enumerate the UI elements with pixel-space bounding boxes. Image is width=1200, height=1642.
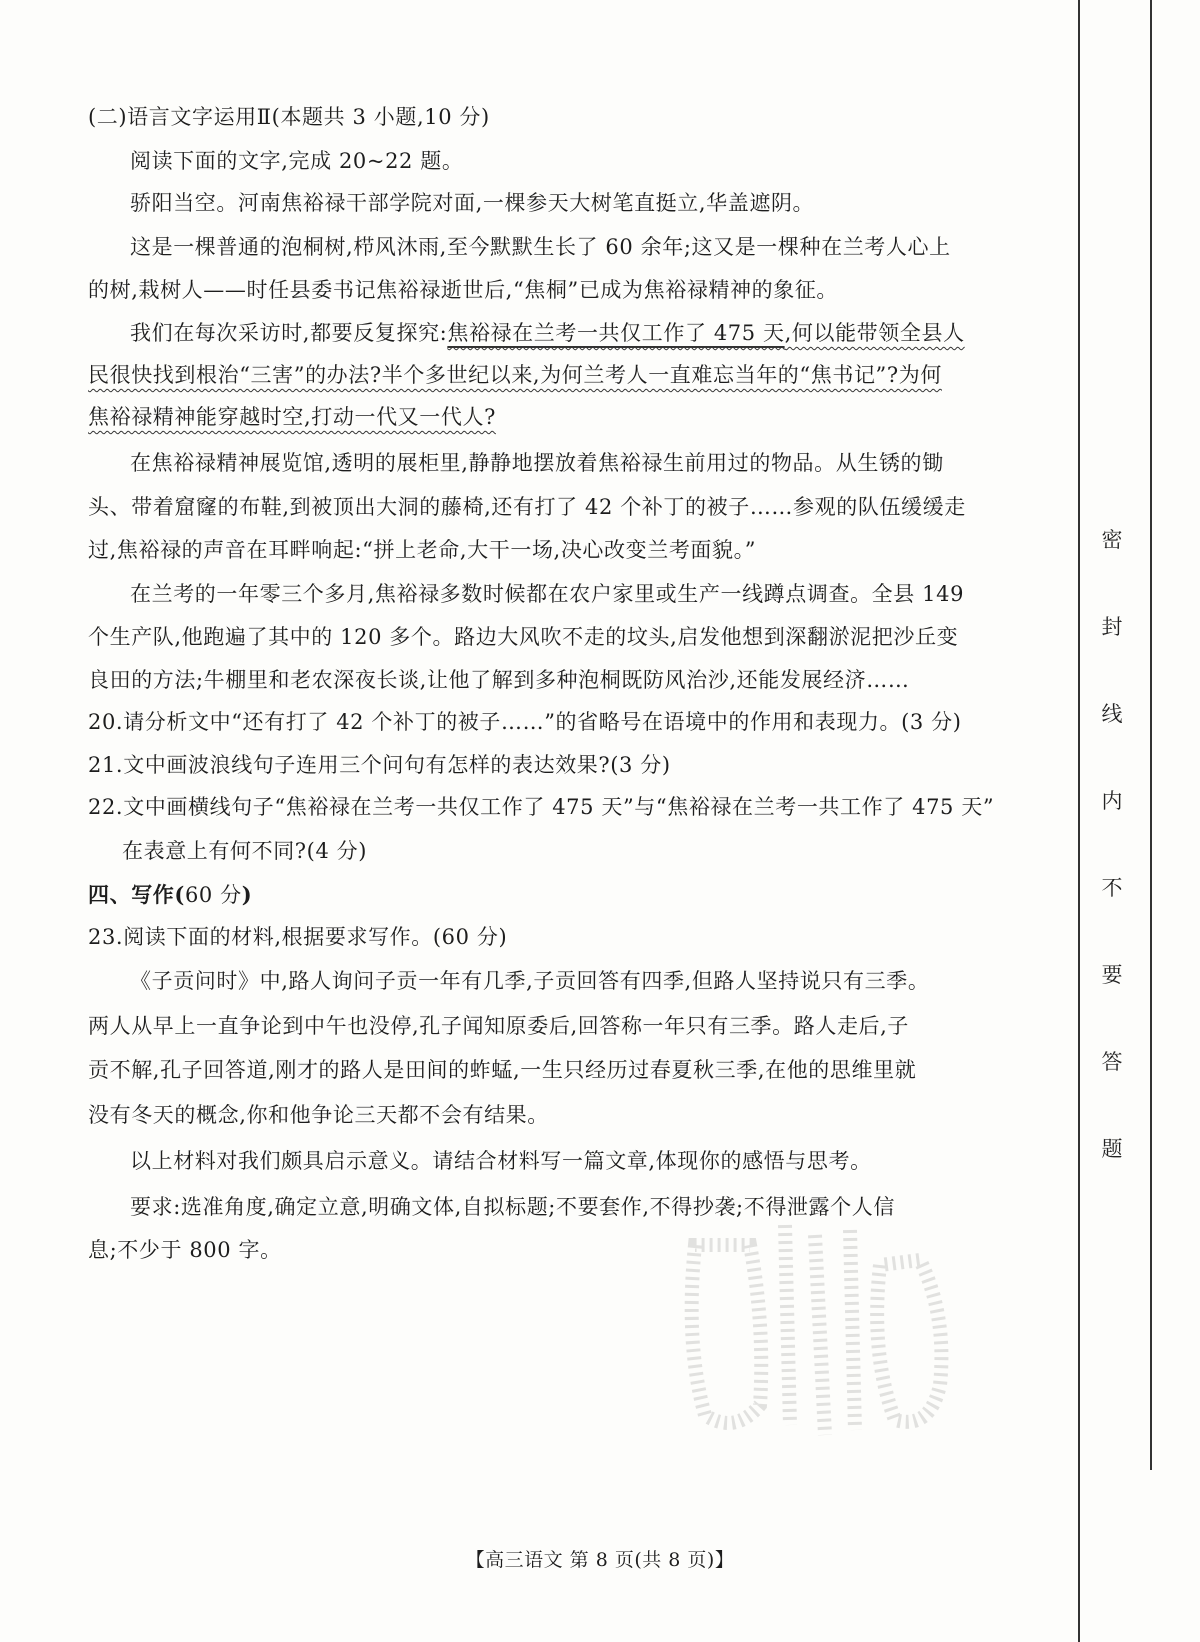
requirement-line1: 要求:选准角度,确定立意,明确文体,自拟标题;不要套作,不得抄袭;不得泄露个人信 (130, 1195, 895, 1219)
passage-p2-line2: 的树,栽树人——时任县委书记焦裕禄逝世后,“焦桐”已成为焦裕禄精神的象征。 (88, 278, 839, 302)
passage-p5-line1: 在兰考的一年零三个多月,焦裕禄多数时候都在农户家里或生产一线蹲点调查。全县 149 (130, 582, 965, 606)
seal-border-line (1150, 0, 1152, 1470)
wavy-underlined-question-3: 焦裕禄精神能穿越时空,打动一代又一代人? (88, 405, 496, 429)
faded-stamp-watermark (665, 1205, 965, 1445)
section-heading: (二)语言文字运用Ⅱ(本题共 3 小题,10 分) (88, 105, 490, 129)
seal-char-2: 封 (1101, 615, 1123, 639)
page-footer: 【高三语文 第 8 页(共 8 页)】 (465, 1549, 735, 1571)
question-22-line2: 在表意上有何不同?(4 分) (122, 839, 368, 863)
passage-p1: 骄阳当空。河南焦裕禄干部学院对面,一棵参天大树笔直挺立,华盖遮阴。 (130, 191, 815, 215)
passage-p4-line3: 过,焦裕禄的声音在耳畔响起:“拼上老命,大干一场,决心改变兰考面貌。” (88, 538, 757, 562)
wavy-underlined-question-2: 民很快找到根治“三害”的办法?半个多世纪以来,为何兰考人一直难忘当年的“焦书记”?为何 (88, 363, 942, 387)
straight-underlined-sentence: 焦裕禄在兰考一共仅工作了 475 天 (447, 321, 785, 345)
passage-p4-line1: 在焦裕禄精神展览馆,透明的展柜里,静静地摆放着焦裕禄生前用过的物品。从生锈的锄 (130, 451, 944, 475)
seal-char-1: 密 (1101, 528, 1123, 552)
question-21: 21.文中画波浪线句子连用三个问句有怎样的表达效果?(3 分) (88, 753, 671, 777)
binding-margin-line (1078, 0, 1080, 1642)
material-line4: 没有冬天的概念,你和他争论三天都不会有结果。 (88, 1103, 549, 1127)
wavy-text-tail: ,何以能带领全县人 (784, 321, 965, 345)
requirement-line2: 息;不少于 800 字。 (88, 1238, 282, 1262)
passage-p3-line1 (130, 318, 965, 348)
writing-heading-suffix: ) (241, 882, 253, 907)
seal-char-8: 题 (1101, 1137, 1123, 1161)
seal-char-3: 线 (1101, 702, 1123, 726)
material-line1: 《子贡问时》中,路人询问子贡一年有几季,子贡回答有四季,但路人坚持说只有三季。 (130, 969, 930, 993)
material-line2: 两人从早上一直争论到中午也没停,孔子闻知原委后,回答称一年只有三季。路人走后,子 (88, 1014, 910, 1038)
seal-char-7: 答 (1101, 1050, 1123, 1074)
passage-p2-line1: 这是一棵普通的泡桐树,栉风沐雨,至今默默生长了 60 余年;这又是一棵种在兰考人心上 (130, 235, 951, 259)
writing-heading-score: 60 分 (184, 883, 242, 907)
passage-p3-lead: 我们在每次采访时,都要反复探究: (130, 321, 448, 345)
writing-heading (88, 880, 252, 910)
writing-heading-prefix: 四、写作( (88, 882, 185, 907)
question-20: 20.请分析文中“还有打了 42 个补丁的被子……”的省略号在语境中的作用和表现力。(3 分) (88, 710, 962, 734)
seal-char-6: 要 (1101, 963, 1123, 987)
passage-p5-line2: 个生产队,他跑遍了其中的 120 多个。路边大风吹不走的坟头,启发他想到深翻淤泥把沙丘变 (88, 625, 959, 649)
seal-char-4: 内 (1101, 789, 1123, 813)
seal-char-5: 不 (1101, 876, 1123, 900)
instruction: 阅读下面的文字,完成 20~22 题。 (130, 149, 464, 173)
wavy-underlined-question-1 (447, 321, 964, 345)
passage-p4-line2: 头、带着窟窿的布鞋,到被顶出大洞的藤椅,还有打了 42 个补丁的被子……参观的队伍缓缓走 (88, 495, 966, 519)
question-23: 23.阅读下面的材料,根据要求写作。(60 分) (88, 925, 508, 949)
passage-p5-line3: 良田的方法;牛棚里和老农深夜长谈,让他了解到多种泡桐既防风治沙,还能发展经济…… (88, 668, 910, 692)
material-line5: 以上材料对我们颇具启示意义。请结合材料写一篇文章,体现你的感悟与思考。 (130, 1149, 872, 1173)
material-line3: 贡不解,孔子回答道,刚才的路人是田间的蚱蜢,一生只经历过春夏秋三季,在他的思维里就 (88, 1058, 917, 1082)
question-22-line1: 22.文中画横线句子“焦裕禄在兰考一共仅工作了 475 天”与“焦裕禄在兰考一共工作了 475 天” (88, 795, 995, 819)
